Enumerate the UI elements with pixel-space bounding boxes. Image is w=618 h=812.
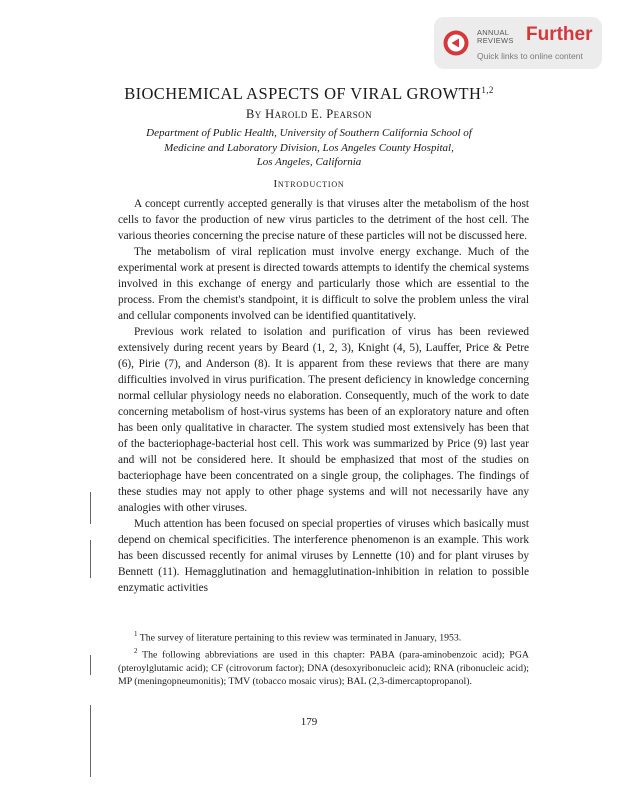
margin-line (90, 705, 91, 777)
badge-annual: ANNUAL (477, 28, 510, 37)
badge-reviews: REVIEWS (477, 35, 514, 45)
affiliation-line-2: Medicine and Laboratory Division, Los Angeles County Hospital, (164, 141, 454, 154)
affiliation (0, 126, 618, 170)
footnote (118, 645, 529, 689)
paper-title (0, 84, 618, 104)
footnote-mark: 2 (134, 646, 138, 655)
footnote-mark: 1 (134, 630, 138, 638)
play-circle-icon (443, 30, 469, 56)
affiliation-line-3: Los Angeles, California (256, 156, 362, 168)
footnote-text: The following abbreviations are used in this chapter: PABA (para-aminobenzoic acid); PGA (pteroylglutamic acid); CF (citrovorum factor); DNA (desoxyribonucleic acid); RNA (ribonucleic acid); MP (meningopneumonitis); TMV (tobacco mosaic virus); BAL (2,3-dimercaptopropanol). (118, 649, 529, 688)
footnote-text: The survey of literature pertaining to this review was terminated in January, 1953. (139, 632, 462, 644)
paragraph: The metabolism of viral replication must involve energy exchange. Much of the experimental work at present is directed towards attempts to identify the chemical systems involved in this exchange of energy and particularly those which are essential to the process. From the chemist's standpoint, it is difficult to solve the problem unless the viral and cellular components involved can be identified quantitatively. (118, 246, 529, 322)
margin-line (90, 492, 91, 524)
title-footnote-mark: 1,2 (481, 85, 494, 95)
paragraph: A concept currently accepted generally is that viruses alter the metabolism of the host cells to favor the production of new virus particles to the detriment of the host cell. The various theories concerning the precise nature of these particles will not be discussed here. (118, 198, 529, 242)
affiliation-line-1: Department of Public Health, University of Southern California School of (146, 127, 472, 139)
margin-line (90, 540, 91, 578)
paragraph: Much attention has been focused on special properties of viruses which basically must depend on chemical specificities. The interference phenomenon is an example. This work has been discussed recently for animal viruses by Lennette (10) and for plant viruses by Bennett (11). Hemagglutination and hemagglutination-inhibition in relation to possible enzymatic activities (118, 518, 529, 594)
page-number: 179 (300, 716, 318, 728)
title-text: BIOCHEMICAL ASPECTS OF VIRAL GROWTH (124, 84, 482, 103)
paragraph: Previous work related to isolation and purification of virus has been reviewed extensively during recent years by Beard (1, 2, 3), Knight (4, 5), Lauffer, Price & Petre (6), Pirie (7), and Anderson (8). It is apparent from these reviews that there are many difficulties involved in virus purification. The present deficiency in knowledge concerning normal cellular physiology needs no elaboration. Consequently, much of the work to date concerning metabolism of host-virus systems has been of an exploratory nature and often has been only qualitative in character. The system studied most extensively has been that of the bacteriophage-bacterial host cell. This work was summarized by Price (9) last year and will not be considered here. It should be emphasized that most of the studies on bacteriophage have been concentrated on a single group, the coliphages. The findings of these studies may not apply to other phage systems and will not necessarily have any analogies with other viruses. (118, 326, 529, 514)
margin-line (90, 655, 91, 675)
badge-quick-links: Quick links to online content (477, 51, 583, 61)
footnotes (118, 628, 529, 689)
section-heading: Introduction (273, 178, 345, 190)
annual-reviews-logo-text (477, 29, 514, 44)
badge-further: Further (526, 24, 593, 45)
further-links-badge[interactable] (434, 17, 602, 69)
body-text (118, 196, 529, 596)
author-line: By Harold E. Pearson (246, 107, 372, 121)
footnote (118, 628, 529, 645)
